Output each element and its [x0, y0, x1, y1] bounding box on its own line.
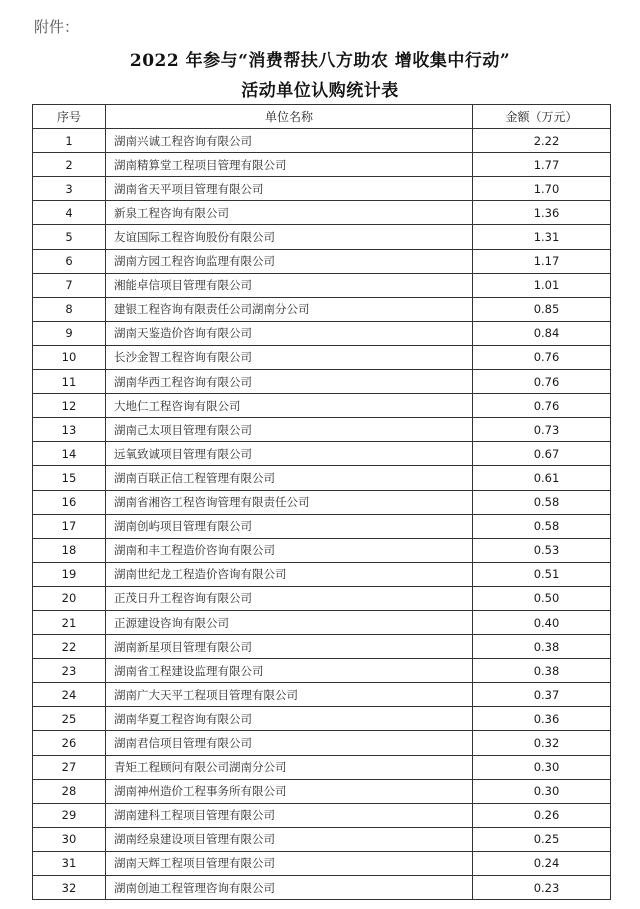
row-amount-cell: 0.37 — [473, 683, 611, 707]
row-company-cell: 湖南世纪龙工程造价咨询有限公司 — [106, 562, 473, 586]
row-company-cell: 湖南广大天平工程项目管理有限公司 — [106, 683, 473, 707]
row-company-cell: 湖南方园工程咨询监理有限公司 — [106, 249, 473, 273]
subscription-statistics-table — [32, 104, 611, 900]
row-company-cell: 湖南精算堂工程项目管理有限公司 — [106, 153, 473, 177]
row-seq-cell: 12 — [33, 394, 106, 418]
row-amount-cell: 0.58 — [473, 514, 611, 538]
row-seq-cell: 16 — [33, 490, 106, 514]
row-seq-cell: 24 — [33, 683, 106, 707]
table-row — [33, 490, 611, 514]
table-row — [33, 779, 611, 803]
row-amount-cell: 0.58 — [473, 490, 611, 514]
row-amount-cell: 0.38 — [473, 659, 611, 683]
document-title-line2: 活动单位认购统计表 — [241, 81, 399, 101]
row-company-cell: 青矩工程顾问有限公司湖南分公司 — [106, 755, 473, 779]
row-seq-cell: 19 — [33, 562, 106, 586]
row-company-cell: 湖南己太项目管理有限公司 — [106, 418, 473, 442]
row-amount-cell: 0.30 — [473, 755, 611, 779]
row-amount-cell: 1.17 — [473, 249, 611, 273]
row-company-cell: 湖南省工程建设监理有限公司 — [106, 659, 473, 683]
row-seq-cell: 6 — [33, 249, 106, 273]
row-amount-cell: 0.73 — [473, 418, 611, 442]
row-amount-cell: 1.70 — [473, 177, 611, 201]
row-amount-cell: 0.26 — [473, 803, 611, 827]
row-seq-cell: 3 — [33, 177, 106, 201]
table-header-row — [33, 105, 611, 129]
row-seq-cell: 32 — [33, 876, 106, 900]
row-seq-cell: 22 — [33, 635, 106, 659]
row-amount-cell: 0.53 — [473, 538, 611, 562]
row-company-cell: 湖南新星项目管理有限公司 — [106, 635, 473, 659]
row-company-cell: 湘能卓信项目管理有限公司 — [106, 273, 473, 297]
row-amount-cell: 0.85 — [473, 297, 611, 321]
table-row — [33, 153, 611, 177]
row-amount-cell: 0.38 — [473, 635, 611, 659]
table-row — [33, 514, 611, 538]
header-amount: 金额（万元） — [473, 105, 611, 129]
row-amount-cell: 0.24 — [473, 851, 611, 875]
row-company-cell: 湖南君信项目管理有限公司 — [106, 731, 473, 755]
row-amount-cell: 0.50 — [473, 586, 611, 610]
row-seq-cell: 5 — [33, 225, 106, 249]
row-company-cell: 湖南百联正信工程管理有限公司 — [106, 466, 473, 490]
document-title-line1: 2022 年参与“消费帮扶八方助农 增收集中行动” — [129, 51, 511, 71]
row-company-cell: 湖南和丰工程造价咨询有限公司 — [106, 538, 473, 562]
row-seq-cell: 21 — [33, 610, 106, 634]
table-row — [33, 201, 611, 225]
row-company-cell: 湖南省湘咨工程咨询管理有限责任公司 — [106, 490, 473, 514]
table-row — [33, 129, 611, 153]
row-company-cell: 湖南省天平项目管理有限公司 — [106, 177, 473, 201]
header-seq: 序号 — [33, 105, 106, 129]
table-row — [33, 345, 611, 369]
row-seq-cell: 30 — [33, 827, 106, 851]
row-amount-cell: 2.22 — [473, 129, 611, 153]
table-row — [33, 321, 611, 345]
row-amount-cell: 0.76 — [473, 394, 611, 418]
row-seq-cell: 28 — [33, 779, 106, 803]
row-company-cell: 正源建设咨询有限公司 — [106, 610, 473, 634]
table-row — [33, 851, 611, 875]
row-company-cell: 大地仁工程咨询有限公司 — [106, 394, 473, 418]
table-row — [33, 273, 611, 297]
table-row — [33, 177, 611, 201]
row-seq-cell: 9 — [33, 321, 106, 345]
row-seq-cell: 10 — [33, 345, 106, 369]
table-row — [33, 370, 611, 394]
row-seq-cell: 4 — [33, 201, 106, 225]
row-company-cell: 正茂日升工程咨询有限公司 — [106, 586, 473, 610]
row-company-cell: 湖南天辉工程项目管理有限公司 — [106, 851, 473, 875]
row-company-cell: 远氧致诚项目管理有限公司 — [106, 442, 473, 466]
row-company-cell: 湖南兴诚工程咨询有限公司 — [106, 129, 473, 153]
table-row — [33, 755, 611, 779]
row-amount-cell: 0.36 — [473, 707, 611, 731]
table-row — [33, 731, 611, 755]
table-row — [33, 538, 611, 562]
row-company-cell: 长沙金智工程咨询有限公司 — [106, 345, 473, 369]
row-amount-cell: 0.84 — [473, 321, 611, 345]
row-seq-cell: 23 — [33, 659, 106, 683]
table-row — [33, 635, 611, 659]
row-company-cell: 湖南神州造价工程事务所有限公司 — [106, 779, 473, 803]
row-amount-cell: 0.76 — [473, 345, 611, 369]
row-company-cell: 湖南建科工程项目管理有限公司 — [106, 803, 473, 827]
row-company-cell: 新泉工程咨询有限公司 — [106, 201, 473, 225]
row-company-cell: 友谊国际工程咨询股份有限公司 — [106, 225, 473, 249]
row-seq-cell: 26 — [33, 731, 106, 755]
row-seq-cell: 15 — [33, 466, 106, 490]
row-seq-cell: 1 — [33, 129, 106, 153]
row-seq-cell: 8 — [33, 297, 106, 321]
table-row — [33, 683, 611, 707]
table-row — [33, 586, 611, 610]
table-row — [33, 249, 611, 273]
row-company-cell: 湖南华西工程咨询有限公司 — [106, 370, 473, 394]
table-row — [33, 562, 611, 586]
row-seq-cell: 27 — [33, 755, 106, 779]
table-row — [33, 876, 611, 900]
table-row — [33, 707, 611, 731]
table-row — [33, 803, 611, 827]
row-company-cell: 湖南天鉴造价咨询有限公司 — [106, 321, 473, 345]
row-amount-cell: 0.30 — [473, 779, 611, 803]
row-seq-cell: 29 — [33, 803, 106, 827]
row-amount-cell: 1.01 — [473, 273, 611, 297]
row-company-cell: 湖南华夏工程咨询有限公司 — [106, 707, 473, 731]
table-row — [33, 297, 611, 321]
attachment-label: 附件： — [34, 18, 80, 36]
row-amount-cell: 1.36 — [473, 201, 611, 225]
row-amount-cell: 0.25 — [473, 827, 611, 851]
row-seq-cell: 31 — [33, 851, 106, 875]
row-company-cell: 湖南创屿项目管理有限公司 — [106, 514, 473, 538]
row-company-cell: 湖南创迪工程管理咨询有限公司 — [106, 876, 473, 900]
table-row — [33, 610, 611, 634]
table-row — [33, 225, 611, 249]
row-seq-cell: 13 — [33, 418, 106, 442]
table-row — [33, 442, 611, 466]
row-amount-cell: 1.77 — [473, 153, 611, 177]
table-row — [33, 827, 611, 851]
row-seq-cell: 18 — [33, 538, 106, 562]
row-seq-cell: 20 — [33, 586, 106, 610]
table-row — [33, 659, 611, 683]
row-amount-cell: 1.31 — [473, 225, 611, 249]
row-amount-cell: 0.40 — [473, 610, 611, 634]
row-seq-cell: 14 — [33, 442, 106, 466]
row-amount-cell: 0.67 — [473, 442, 611, 466]
row-amount-cell: 0.32 — [473, 731, 611, 755]
row-seq-cell: 25 — [33, 707, 106, 731]
table-row — [33, 418, 611, 442]
table-row — [33, 394, 611, 418]
row-amount-cell: 0.51 — [473, 562, 611, 586]
row-seq-cell: 17 — [33, 514, 106, 538]
row-seq-cell: 2 — [33, 153, 106, 177]
row-amount-cell: 0.23 — [473, 876, 611, 900]
row-seq-cell: 7 — [33, 273, 106, 297]
table-row — [33, 466, 611, 490]
row-company-cell: 湖南经泉建设项目管理有限公司 — [106, 827, 473, 851]
row-amount-cell: 0.61 — [473, 466, 611, 490]
row-seq-cell: 11 — [33, 370, 106, 394]
row-amount-cell: 0.76 — [473, 370, 611, 394]
header-company-name: 单位名称 — [106, 105, 473, 129]
row-company-cell: 建银工程咨询有限责任公司湖南分公司 — [106, 297, 473, 321]
